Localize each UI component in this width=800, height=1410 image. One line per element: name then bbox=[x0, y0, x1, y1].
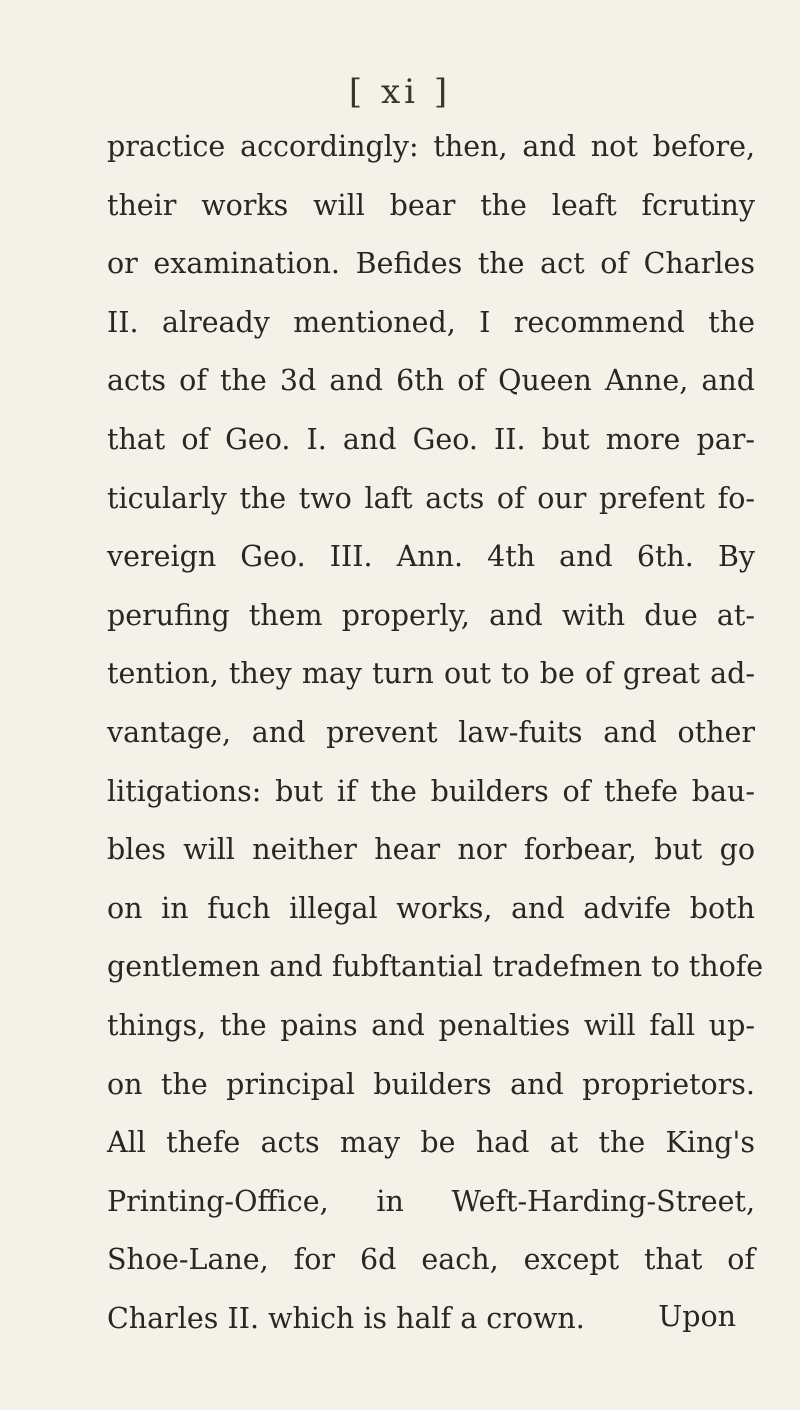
text-line: gentlemen and fubftantial tradefmen to thofe bbox=[107, 950, 764, 984]
text-line: things, the pains and penalties will fall up- bbox=[107, 1008, 755, 1042]
text-line: acts of the 3d and 6th of Queen Anne, and bbox=[107, 364, 755, 398]
text-line: litigations: but if the builders of thefe bau- bbox=[107, 774, 755, 808]
text-line: All thefe acts may be had at the King's bbox=[107, 1126, 755, 1160]
text-line: tention, they may turn out to be of great ad- bbox=[107, 657, 755, 691]
text-line: Charles II. which is half a crown. bbox=[107, 1301, 585, 1335]
text-line: ticularly the two laft acts of our prefent fo- bbox=[107, 481, 755, 515]
text-line: practice accordingly: then, and not before, bbox=[107, 130, 755, 163]
text-line: their works will bear the leaft fcrutiny bbox=[107, 188, 755, 222]
page-number-header: [ xi ] bbox=[348, 72, 452, 112]
text-line: or examination. Befides the act of Charles bbox=[107, 247, 755, 281]
text-line: bles will neither hear nor forbear, but go bbox=[107, 833, 755, 867]
body-text bbox=[107, 118, 764, 1348]
text-line: perufing them properly, and with due at- bbox=[107, 598, 755, 632]
catchword: Upon bbox=[658, 1300, 736, 1333]
text-line: Printing-Office, in Weft-Harding-Street, bbox=[107, 1184, 755, 1218]
text-line: vantage, and prevent law-fuits and other bbox=[107, 715, 755, 749]
text-line: on the principal builders and proprietors. bbox=[107, 1067, 755, 1101]
text-line: Shoe-Lane, for 6d each, except that of bbox=[107, 1243, 755, 1277]
text-line: on in fuch illegal works, and advife both bbox=[107, 891, 755, 925]
text-line: vereign Geo. III. Ann. 4th and 6th. By bbox=[107, 540, 755, 574]
text-line: that of Geo. I. and Geo. II. but more par- bbox=[107, 422, 755, 456]
text-line: II. already mentioned, I recommend the bbox=[107, 305, 755, 339]
